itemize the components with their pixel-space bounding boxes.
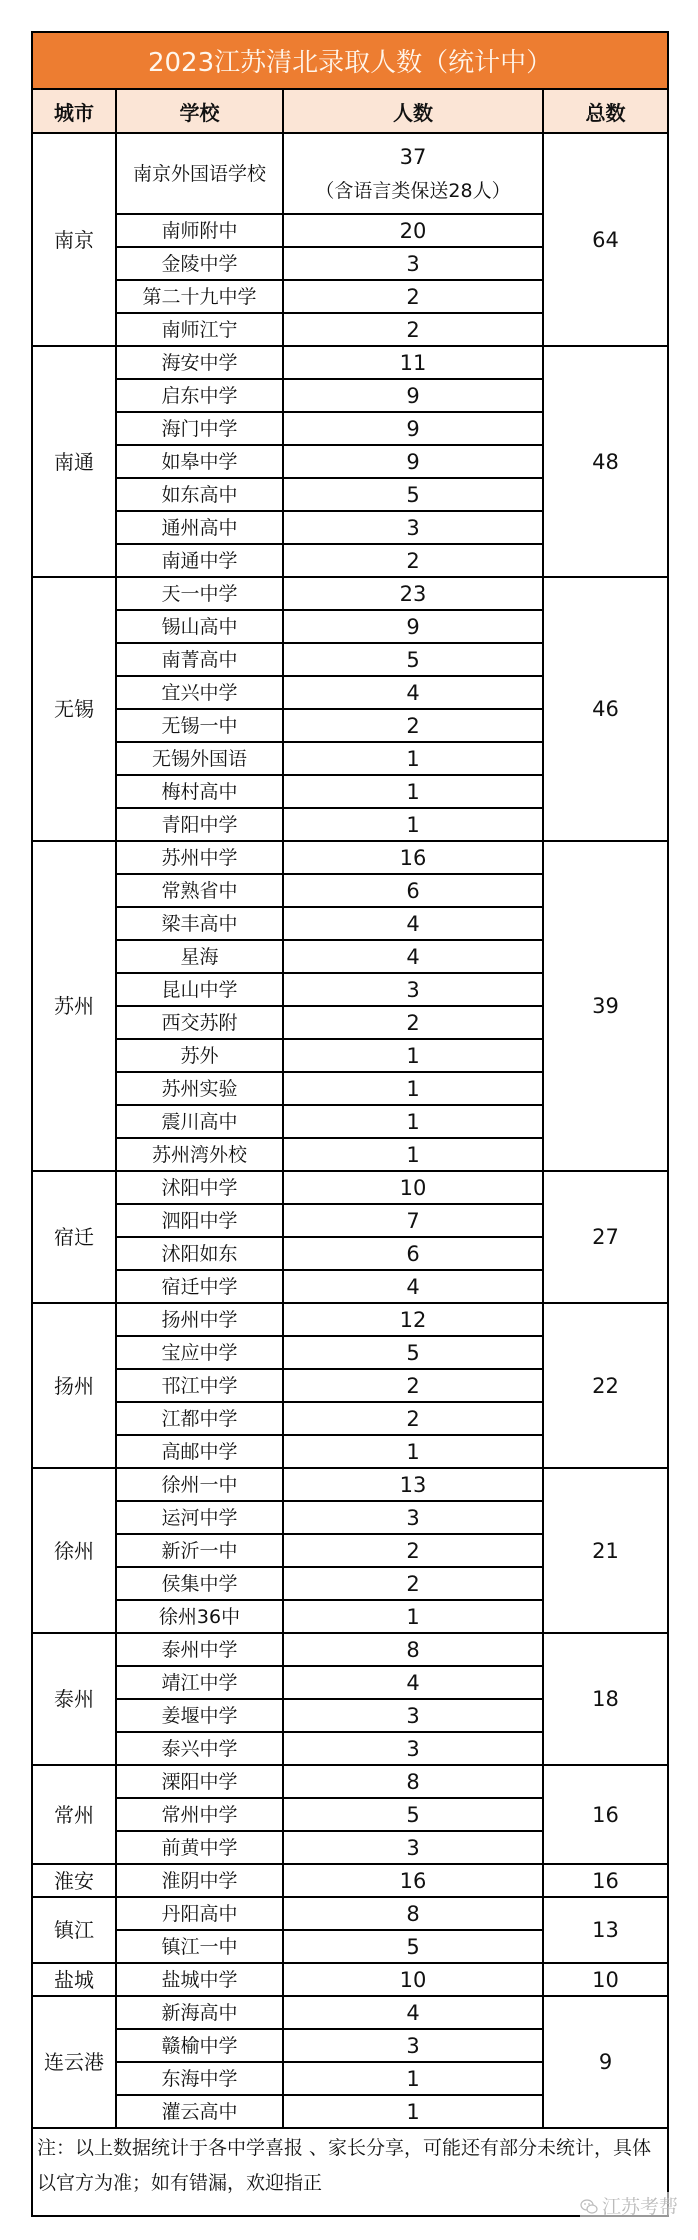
count-cell xyxy=(283,1633,543,1666)
count-value: 9 xyxy=(406,383,420,408)
table-row xyxy=(32,841,668,874)
count-value: 6 xyxy=(406,878,420,903)
count-cell xyxy=(283,1468,543,1501)
school-name: 如皋中学 xyxy=(161,450,238,473)
count-cell xyxy=(283,1534,543,1567)
count-value: 1 xyxy=(406,1109,420,1134)
count-value: 5 xyxy=(406,1802,420,1827)
column-header-city: 城市 xyxy=(32,89,116,133)
count-cell xyxy=(283,1798,543,1831)
school-name: 侯集中学 xyxy=(161,1572,238,1595)
count-value: 5 xyxy=(406,1340,420,1365)
school-cell xyxy=(116,709,283,742)
count-value: 1 xyxy=(406,1142,420,1167)
count-cell xyxy=(283,1435,543,1468)
count-value: 9 xyxy=(406,614,420,639)
count-value: 2 xyxy=(406,284,420,309)
count-cell xyxy=(283,709,543,742)
count-cell xyxy=(283,1897,543,1930)
count-cell xyxy=(283,1963,543,1996)
count-cell xyxy=(283,247,543,280)
table-row xyxy=(32,1303,668,1336)
table-row xyxy=(32,346,668,379)
count-cell xyxy=(283,1501,543,1534)
count-cell xyxy=(283,1204,543,1237)
count-value: 2 xyxy=(406,1538,420,1563)
school-cell xyxy=(116,2095,283,2128)
school-name: 锡山高中 xyxy=(161,615,238,638)
school-cell xyxy=(116,1666,283,1699)
count-cell xyxy=(283,1732,543,1765)
school-name: 沭阳如东 xyxy=(161,1242,238,1265)
city-cell: 常州 xyxy=(32,1765,116,1864)
count-value: 13 xyxy=(399,1472,427,1497)
school-cell xyxy=(116,2062,283,2095)
count-value: 4 xyxy=(406,911,420,936)
school-name: 泗阳中学 xyxy=(161,1209,238,1232)
school-cell xyxy=(116,742,283,775)
count-value: 2 xyxy=(406,1571,420,1596)
school-cell xyxy=(116,808,283,841)
city-total-cell: 16 xyxy=(543,1864,668,1897)
count-value: 5 xyxy=(406,647,420,672)
city-total-cell: 10 xyxy=(543,1963,668,1996)
school-cell xyxy=(116,1534,283,1567)
count-cell xyxy=(283,1831,543,1864)
city-total-cell: 39 xyxy=(543,841,668,1171)
count-value: 2 xyxy=(406,1406,420,1431)
count-value: 16 xyxy=(399,1868,427,1893)
school-name: 南京外国语学校 xyxy=(132,162,266,185)
count-cell xyxy=(283,1765,543,1798)
school-name: 苏州湾外校 xyxy=(151,1143,247,1166)
school-name: 盐城中学 xyxy=(161,1968,238,1991)
count-cell xyxy=(283,346,543,379)
count-cell xyxy=(283,1600,543,1633)
city-cell: 苏州 xyxy=(32,841,116,1171)
school-cell xyxy=(116,1303,283,1336)
table-row xyxy=(32,1897,668,1930)
school-cell xyxy=(116,610,283,643)
school-name: 沭阳中学 xyxy=(161,1176,238,1199)
school-name: 东海中学 xyxy=(161,2067,238,2090)
table-row xyxy=(32,1468,668,1501)
school-name: 梁丰高中 xyxy=(161,912,238,935)
count-cell xyxy=(283,1336,543,1369)
count-value: 1 xyxy=(406,2066,420,2091)
count-cell xyxy=(283,1699,543,1732)
school-name: 苏外 xyxy=(180,1044,219,1067)
school-cell xyxy=(116,1237,283,1270)
school-cell xyxy=(116,346,283,379)
school-cell xyxy=(116,973,283,1006)
school-cell xyxy=(116,478,283,511)
city-cell: 镇江 xyxy=(32,1897,116,1963)
count-cell xyxy=(283,379,543,412)
school-cell xyxy=(116,1897,283,1930)
school-cell xyxy=(116,313,283,346)
count-value: 4 xyxy=(406,1274,420,1299)
city-cell: 盐城 xyxy=(32,1963,116,1996)
school-cell xyxy=(116,643,283,676)
count-cell xyxy=(283,2029,543,2062)
count-cell xyxy=(283,445,543,478)
school-name: 南通中学 xyxy=(161,549,238,572)
count-value: 37 xyxy=(399,144,427,169)
count-cell xyxy=(283,874,543,907)
school-name: 镇江一中 xyxy=(161,1935,238,1958)
city-cell: 淮安 xyxy=(32,1864,116,1897)
school-cell xyxy=(116,1567,283,1600)
school-cell xyxy=(116,1501,283,1534)
school-cell xyxy=(116,775,283,808)
school-name: 星海 xyxy=(180,945,219,968)
count-value: 20 xyxy=(399,218,427,243)
count-cell xyxy=(283,841,543,874)
count-value: 3 xyxy=(406,1505,420,1530)
count-value: 11 xyxy=(399,350,427,375)
count-value: 2 xyxy=(406,1010,420,1035)
school-cell xyxy=(116,445,283,478)
city-cell: 徐州 xyxy=(32,1468,116,1633)
table-row xyxy=(32,1765,668,1798)
school-name: 青阳中学 xyxy=(161,813,238,836)
count-cell xyxy=(283,676,543,709)
school-name: 灌云高中 xyxy=(161,2100,238,2123)
school-name: 赣榆中学 xyxy=(161,2034,238,2057)
count-value: 1 xyxy=(406,2099,420,2124)
city-cell: 南京 xyxy=(32,133,116,346)
school-name: 宜兴中学 xyxy=(161,681,238,704)
count-value: 3 xyxy=(406,1835,420,1860)
count-cell xyxy=(283,1006,543,1039)
city-total-cell: 16 xyxy=(543,1765,668,1864)
school-cell xyxy=(116,1336,283,1369)
count-cell xyxy=(283,1171,543,1204)
school-cell xyxy=(116,1105,283,1138)
column-header-school: 学校 xyxy=(116,89,283,133)
school-cell xyxy=(116,1138,283,1171)
school-cell xyxy=(116,1039,283,1072)
count-value: 3 xyxy=(406,1703,420,1728)
table-row xyxy=(32,133,668,214)
count-cell xyxy=(283,1369,543,1402)
table-row xyxy=(32,1996,668,2029)
school-name: 昆山中学 xyxy=(161,978,238,1001)
count-cell xyxy=(283,1105,543,1138)
footnote: 注：以上数据统计于各中学喜报 、家长分享，可能还有部分未统计，具体以官方为准；如有错漏，欢迎指正 xyxy=(32,2128,668,2216)
count-cell xyxy=(283,280,543,313)
school-name: 海门中学 xyxy=(161,417,238,440)
count-value: 9 xyxy=(406,449,420,474)
school-cell xyxy=(116,1963,283,1996)
school-name: 第二十九中学 xyxy=(142,285,257,308)
table-row xyxy=(32,577,668,610)
count-cell xyxy=(283,643,543,676)
school-name: 南师江宁 xyxy=(161,318,238,341)
count-value: 4 xyxy=(406,2000,420,2025)
school-cell xyxy=(116,577,283,610)
count-value: 1 xyxy=(406,1439,420,1464)
school-name: 南师附中 xyxy=(161,219,238,242)
school-cell xyxy=(116,214,283,247)
school-name: 启东中学 xyxy=(161,384,238,407)
watermark xyxy=(580,2192,678,2219)
count-value: 1 xyxy=(406,779,420,804)
school-cell xyxy=(116,412,283,445)
table-title: 2023江苏清北录取人数（统计中） xyxy=(32,32,668,89)
count-value: 4 xyxy=(406,944,420,969)
count-cell xyxy=(283,742,543,775)
count-cell xyxy=(283,1039,543,1072)
table-row xyxy=(32,1633,668,1666)
school-name: 江都中学 xyxy=(161,1407,238,1430)
table-row xyxy=(32,1864,668,1897)
school-cell xyxy=(116,1369,283,1402)
school-name: 常熟省中 xyxy=(161,879,238,902)
school-cell xyxy=(116,133,283,214)
school-cell xyxy=(116,1798,283,1831)
school-cell xyxy=(116,940,283,973)
city-cell: 扬州 xyxy=(32,1303,116,1468)
count-value: 3 xyxy=(406,977,420,1002)
count-cell xyxy=(283,313,543,346)
count-value: 1 xyxy=(406,1043,420,1068)
count-cell xyxy=(283,544,543,577)
school-cell xyxy=(116,1699,283,1732)
school-name: 运河中学 xyxy=(161,1506,238,1529)
school-cell xyxy=(116,511,283,544)
school-cell xyxy=(116,1996,283,2029)
school-name: 常州中学 xyxy=(161,1803,238,1826)
school-name: 如东高中 xyxy=(161,483,238,506)
school-name: 溧阳中学 xyxy=(161,1770,238,1793)
school-cell xyxy=(116,1072,283,1105)
count-value: 8 xyxy=(406,1769,420,1794)
watermark-text: 江苏考帮 xyxy=(602,2196,679,2218)
school-name: 靖江中学 xyxy=(161,1671,238,1694)
count-value: 12 xyxy=(399,1307,427,1332)
count-value: 2 xyxy=(406,713,420,738)
count-value: 4 xyxy=(406,680,420,705)
city-total-cell: 13 xyxy=(543,1897,668,1963)
count-value: 16 xyxy=(399,845,427,870)
city-total-cell: 64 xyxy=(543,133,668,346)
count-value: 7 xyxy=(406,1208,420,1233)
school-name: 前黄中学 xyxy=(161,1836,238,1859)
count-cell xyxy=(283,2095,543,2128)
school-cell xyxy=(116,379,283,412)
table-row xyxy=(32,1963,668,1996)
count-cell xyxy=(283,1567,543,1600)
count-cell xyxy=(283,808,543,841)
school-name: 无锡一中 xyxy=(161,714,238,737)
count-value: 23 xyxy=(399,581,427,606)
school-name: 苏州中学 xyxy=(161,846,238,869)
count-value: 5 xyxy=(406,1934,420,1959)
city-cell: 连云港 xyxy=(32,1996,116,2128)
admissions-table-container xyxy=(31,31,667,2217)
count-value: 3 xyxy=(406,2033,420,2058)
school-cell xyxy=(116,280,283,313)
count-cell xyxy=(283,1138,543,1171)
school-cell xyxy=(116,1204,283,1237)
count-value: 1 xyxy=(406,812,420,837)
count-cell xyxy=(283,1072,543,1105)
count-value: 10 xyxy=(399,1967,427,1992)
school-name: 高邮中学 xyxy=(161,1440,238,1463)
count-cell xyxy=(283,1930,543,1963)
school-cell xyxy=(116,1468,283,1501)
count-cell xyxy=(283,2062,543,2095)
count-cell xyxy=(283,1402,543,1435)
count-cell xyxy=(283,412,543,445)
count-note: （含语言类保送28人） xyxy=(315,179,511,202)
school-cell xyxy=(116,247,283,280)
school-name: 南菁高中 xyxy=(161,648,238,671)
school-cell xyxy=(116,1270,283,1303)
count-cell xyxy=(283,775,543,808)
school-name: 无锡外国语 xyxy=(151,747,247,770)
school-name: 震川高中 xyxy=(161,1110,238,1133)
count-value: 2 xyxy=(406,1373,420,1398)
count-cell xyxy=(283,133,543,214)
school-name: 新海高中 xyxy=(161,2001,238,2024)
school-cell xyxy=(116,1930,283,1963)
count-value: 4 xyxy=(406,1670,420,1695)
count-value: 1 xyxy=(406,746,420,771)
school-name: 新沂一中 xyxy=(161,1539,238,1562)
count-value: 1 xyxy=(406,1604,420,1629)
school-cell xyxy=(116,1006,283,1039)
count-value: 8 xyxy=(406,1901,420,1926)
school-cell xyxy=(116,1864,283,1897)
school-cell xyxy=(116,1171,283,1204)
city-total-cell: 22 xyxy=(543,1303,668,1468)
count-cell xyxy=(283,610,543,643)
school-name: 丹阳高中 xyxy=(161,1902,238,1925)
school-cell xyxy=(116,1600,283,1633)
school-cell xyxy=(116,1765,283,1798)
count-value: 3 xyxy=(406,251,420,276)
count-value: 9 xyxy=(406,416,420,441)
city-total-cell: 18 xyxy=(543,1633,668,1765)
school-cell xyxy=(116,907,283,940)
school-name: 天一中学 xyxy=(161,582,238,605)
city-cell: 南通 xyxy=(32,346,116,577)
school-name: 海安中学 xyxy=(161,351,238,374)
school-name: 扬州中学 xyxy=(161,1308,238,1331)
city-cell: 泰州 xyxy=(32,1633,116,1765)
count-value: 2 xyxy=(406,317,420,342)
count-cell xyxy=(283,907,543,940)
school-name: 金陵中学 xyxy=(161,252,238,275)
count-value: 3 xyxy=(406,1736,420,1761)
column-header-count: 人数 xyxy=(283,89,543,133)
school-cell xyxy=(116,676,283,709)
count-value: 10 xyxy=(399,1175,427,1200)
count-value: 5 xyxy=(406,482,420,507)
wechat-icon xyxy=(580,2198,598,2214)
count-cell xyxy=(283,1864,543,1897)
count-cell xyxy=(283,973,543,1006)
count-cell xyxy=(283,577,543,610)
school-name: 梅村高中 xyxy=(161,780,238,803)
table-body xyxy=(32,133,668,2128)
school-name: 宝应中学 xyxy=(161,1341,238,1364)
count-cell xyxy=(283,1666,543,1699)
city-total-cell: 21 xyxy=(543,1468,668,1633)
column-header-total: 总数 xyxy=(543,89,668,133)
school-name: 邗江中学 xyxy=(161,1374,238,1397)
city-total-cell: 27 xyxy=(543,1171,668,1303)
city-cell: 宿迁 xyxy=(32,1171,116,1303)
school-name: 姜堰中学 xyxy=(161,1704,238,1727)
count-cell xyxy=(283,478,543,511)
school-name: 苏州实验 xyxy=(161,1077,238,1100)
count-value: 3 xyxy=(406,515,420,540)
school-name: 徐州36中 xyxy=(158,1605,241,1628)
count-cell xyxy=(283,940,543,973)
school-name: 徐州一中 xyxy=(161,1473,238,1496)
city-total-cell: 48 xyxy=(543,346,668,577)
school-name: 泰州中学 xyxy=(161,1638,238,1661)
count-cell xyxy=(283,1996,543,2029)
school-cell xyxy=(116,2029,283,2062)
school-name: 通州高中 xyxy=(161,516,238,539)
school-cell xyxy=(116,1633,283,1666)
school-cell xyxy=(116,1831,283,1864)
count-value: 2 xyxy=(406,548,420,573)
school-cell xyxy=(116,874,283,907)
count-cell xyxy=(283,1270,543,1303)
count-cell xyxy=(283,1237,543,1270)
count-value: 8 xyxy=(406,1637,420,1662)
count-cell xyxy=(283,511,543,544)
city-cell: 无锡 xyxy=(32,577,116,841)
school-name: 宿迁中学 xyxy=(161,1275,238,1298)
count-cell xyxy=(283,214,543,247)
table-row xyxy=(32,1171,668,1204)
city-total-cell: 46 xyxy=(543,577,668,841)
school-cell xyxy=(116,1435,283,1468)
school-cell xyxy=(116,544,283,577)
school-cell xyxy=(116,1402,283,1435)
school-name: 淮阴中学 xyxy=(161,1869,238,1892)
school-cell xyxy=(116,1732,283,1765)
city-total-cell: 9 xyxy=(543,1996,668,2128)
count-cell xyxy=(283,1303,543,1336)
count-value: 6 xyxy=(406,1241,420,1266)
count-value: 1 xyxy=(406,1076,420,1101)
admissions-table xyxy=(31,31,669,2217)
school-name: 西交苏附 xyxy=(161,1011,238,1034)
school-cell xyxy=(116,841,283,874)
school-name: 泰兴中学 xyxy=(161,1737,238,1760)
